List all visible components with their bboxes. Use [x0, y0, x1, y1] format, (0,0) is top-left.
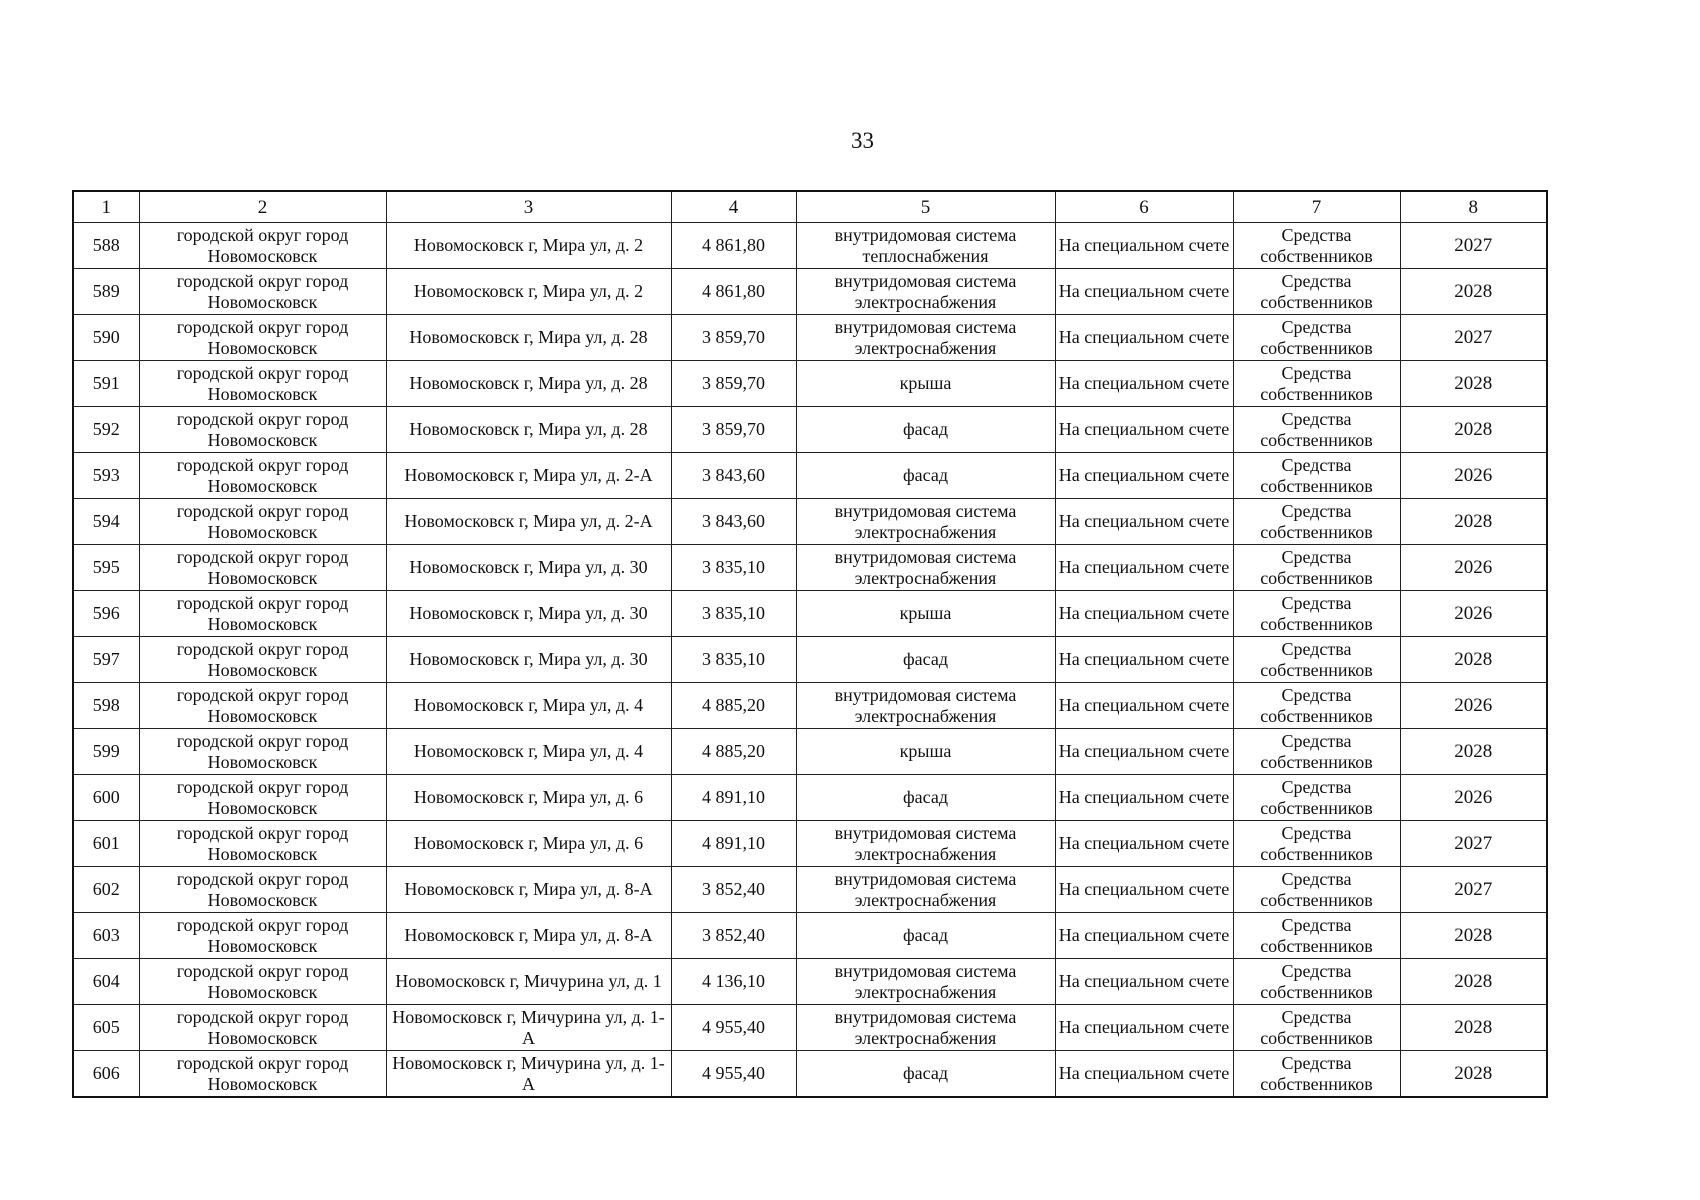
table-row [73, 867, 1547, 913]
cell-year: 2028 [1400, 1051, 1547, 1098]
header-row [73, 191, 1547, 223]
table-row [73, 637, 1547, 683]
cell-fund-method: На специальном счете [1055, 913, 1233, 959]
column-header-1: 1 [73, 191, 139, 223]
cell-funding-source: Средства собственников [1233, 683, 1400, 729]
column-header-3: 3 [386, 191, 671, 223]
cell-municipality: городской округ город Новомосковск [139, 269, 386, 315]
cell-row-number: 593 [73, 453, 139, 499]
cell-work-type: внутридомовая система теплоснабжения [796, 223, 1055, 269]
cell-municipality: городской округ город Новомосковск [139, 545, 386, 591]
cell-year: 2028 [1400, 269, 1547, 315]
cell-year: 2026 [1400, 545, 1547, 591]
cell-municipality: городской округ город Новомосковск [139, 637, 386, 683]
cell-fund-method: На специальном счете [1055, 269, 1233, 315]
table-row [73, 1005, 1547, 1051]
cell-work-type: фасад [796, 913, 1055, 959]
cell-address: Новомосковск г, Мира ул, д. 2-А [386, 453, 671, 499]
cell-funding-source: Средства собственников [1233, 269, 1400, 315]
cell-address: Новомосковск г, Мичурина ул, д. 1-А [386, 1051, 671, 1098]
cell-row-number: 604 [73, 959, 139, 1005]
cell-year: 2027 [1400, 821, 1547, 867]
cell-funding-source: Средства собственников [1233, 1005, 1400, 1051]
cell-year: 2027 [1400, 315, 1547, 361]
table-row [73, 407, 1547, 453]
table-row [73, 361, 1547, 407]
cell-area: 4 885,20 [671, 683, 796, 729]
cell-work-type: фасад [796, 453, 1055, 499]
cell-municipality: городской округ город Новомосковск [139, 913, 386, 959]
cell-funding-source: Средства собственников [1233, 453, 1400, 499]
cell-funding-source: Средства собственников [1233, 1051, 1400, 1098]
cell-fund-method: На специальном счете [1055, 1051, 1233, 1098]
table-row [73, 1051, 1547, 1098]
cell-funding-source: Средства собственников [1233, 223, 1400, 269]
cell-funding-source: Средства собственников [1233, 913, 1400, 959]
cell-row-number: 589 [73, 269, 139, 315]
table-row [73, 959, 1547, 1005]
cell-address: Новомосковск г, Мира ул, д. 2 [386, 269, 671, 315]
cell-area: 3 843,60 [671, 499, 796, 545]
cell-work-type: внутридомовая система электроснабжения [796, 1005, 1055, 1051]
cell-row-number: 592 [73, 407, 139, 453]
cell-fund-method: На специальном счете [1055, 1005, 1233, 1051]
cell-fund-method: На специальном счете [1055, 499, 1233, 545]
cell-fund-method: На специальном счете [1055, 361, 1233, 407]
cell-year: 2028 [1400, 637, 1547, 683]
cell-row-number: 606 [73, 1051, 139, 1098]
cell-fund-method: На специальном счете [1055, 821, 1233, 867]
cell-work-type: внутридомовая система электроснабжения [796, 315, 1055, 361]
cell-row-number: 602 [73, 867, 139, 913]
cell-fund-method: На специальном счете [1055, 453, 1233, 499]
cell-area: 4 955,40 [671, 1005, 796, 1051]
cell-area: 3 852,40 [671, 867, 796, 913]
cell-address: Новомосковск г, Мира ул, д. 30 [386, 545, 671, 591]
column-header-4: 4 [671, 191, 796, 223]
table-row [73, 269, 1547, 315]
cell-address: Новомосковск г, Мира ул, д. 8-А [386, 867, 671, 913]
cell-row-number: 603 [73, 913, 139, 959]
cell-row-number: 594 [73, 499, 139, 545]
cell-fund-method: На специальном счете [1055, 315, 1233, 361]
table-row [73, 223, 1547, 269]
table-row [73, 683, 1547, 729]
cell-year: 2028 [1400, 361, 1547, 407]
cell-area: 4 955,40 [671, 1051, 796, 1098]
column-header-2: 2 [139, 191, 386, 223]
cell-address: Новомосковск г, Мира ул, д. 2-А [386, 499, 671, 545]
table-row [73, 729, 1547, 775]
column-header-5: 5 [796, 191, 1055, 223]
cell-municipality: городской округ город Новомосковск [139, 775, 386, 821]
cell-row-number: 595 [73, 545, 139, 591]
table-body [73, 223, 1547, 1098]
cell-funding-source: Средства собственников [1233, 545, 1400, 591]
cell-area: 3 852,40 [671, 913, 796, 959]
cell-area: 4 136,10 [671, 959, 796, 1005]
cell-fund-method: На специальном счете [1055, 867, 1233, 913]
table-row [73, 913, 1547, 959]
cell-area: 4 861,80 [671, 223, 796, 269]
cell-year: 2028 [1400, 959, 1547, 1005]
cell-address: Новомосковск г, Мира ул, д. 28 [386, 407, 671, 453]
cell-year: 2026 [1400, 683, 1547, 729]
cell-municipality: городской округ город Новомосковск [139, 453, 386, 499]
cell-address: Новомосковск г, Мира ул, д. 30 [386, 591, 671, 637]
table-row [73, 499, 1547, 545]
table-row [73, 775, 1547, 821]
cell-municipality: городской округ город Новомосковск [139, 223, 386, 269]
cell-area: 3 835,10 [671, 637, 796, 683]
cell-fund-method: На специальном счете [1055, 407, 1233, 453]
page-number: 33 [851, 128, 874, 153]
cell-address: Новомосковск г, Мира ул, д. 4 [386, 683, 671, 729]
cell-row-number: 601 [73, 821, 139, 867]
cell-municipality: городской округ город Новомосковск [139, 361, 386, 407]
cell-area: 3 835,10 [671, 591, 796, 637]
cell-row-number: 588 [73, 223, 139, 269]
cell-work-type: внутридомовая система электроснабжения [796, 959, 1055, 1005]
cell-work-type: фасад [796, 637, 1055, 683]
cell-year: 2027 [1400, 223, 1547, 269]
cell-work-type: фасад [796, 775, 1055, 821]
cell-row-number: 598 [73, 683, 139, 729]
cell-funding-source: Средства собственников [1233, 867, 1400, 913]
cell-address: Новомосковск г, Мира ул, д. 28 [386, 315, 671, 361]
cell-municipality: городской округ город Новомосковск [139, 959, 386, 1005]
cell-municipality: городской округ город Новомосковск [139, 315, 386, 361]
cell-area: 4 861,80 [671, 269, 796, 315]
cell-work-type: крыша [796, 361, 1055, 407]
table-row [73, 821, 1547, 867]
cell-funding-source: Средства собственников [1233, 361, 1400, 407]
cell-area: 4 885,20 [671, 729, 796, 775]
table-header [73, 191, 1547, 223]
cell-row-number: 597 [73, 637, 139, 683]
cell-work-type: крыша [796, 591, 1055, 637]
cell-address: Новомосковск г, Мира ул, д. 2 [386, 223, 671, 269]
cell-address: Новомосковск г, Мичурина ул, д. 1 [386, 959, 671, 1005]
cell-funding-source: Средства собственников [1233, 775, 1400, 821]
cell-municipality: городской округ город Новомосковск [139, 407, 386, 453]
column-header-8: 8 [1400, 191, 1547, 223]
cell-municipality: городской округ город Новомосковск [139, 729, 386, 775]
cell-municipality: городской округ город Новомосковск [139, 1005, 386, 1051]
cell-area: 3 859,70 [671, 315, 796, 361]
cell-municipality: городской округ город Новомосковск [139, 591, 386, 637]
cell-year: 2026 [1400, 591, 1547, 637]
cell-work-type: внутридомовая система электроснабжения [796, 867, 1055, 913]
cell-year: 2026 [1400, 775, 1547, 821]
cell-work-type: крыша [796, 729, 1055, 775]
cell-area: 3 843,60 [671, 453, 796, 499]
cell-row-number: 605 [73, 1005, 139, 1051]
cell-area: 4 891,10 [671, 775, 796, 821]
cell-fund-method: На специальном счете [1055, 729, 1233, 775]
cell-municipality: городской округ город Новомосковск [139, 499, 386, 545]
cell-row-number: 600 [73, 775, 139, 821]
cell-area: 3 859,70 [671, 361, 796, 407]
cell-address: Новомосковск г, Мира ул, д. 4 [386, 729, 671, 775]
cell-fund-method: На специальном счете [1055, 959, 1233, 1005]
cell-municipality: городской округ город Новомосковск [139, 867, 386, 913]
cell-funding-source: Средства собственников [1233, 729, 1400, 775]
cell-address: Новомосковск г, Мира ул, д. 6 [386, 821, 671, 867]
cell-address: Новомосковск г, Мира ул, д. 30 [386, 637, 671, 683]
cell-row-number: 596 [73, 591, 139, 637]
cell-area: 3 835,10 [671, 545, 796, 591]
cell-row-number: 591 [73, 361, 139, 407]
cell-funding-source: Средства собственников [1233, 637, 1400, 683]
cell-work-type: внутридомовая система электроснабжения [796, 821, 1055, 867]
cell-address: Новомосковск г, Мира ул, д. 28 [386, 361, 671, 407]
cell-year: 2028 [1400, 729, 1547, 775]
cell-row-number: 599 [73, 729, 139, 775]
cell-work-type: внутридомовая система электроснабжения [796, 499, 1055, 545]
cell-municipality: городской округ город Новомосковск [139, 683, 386, 729]
cell-funding-source: Средства собственников [1233, 315, 1400, 361]
table-row [73, 453, 1547, 499]
cell-work-type: фасад [796, 1051, 1055, 1098]
cell-year: 2028 [1400, 913, 1547, 959]
cell-fund-method: На специальном счете [1055, 223, 1233, 269]
cell-year: 2028 [1400, 407, 1547, 453]
cell-year: 2028 [1400, 1005, 1547, 1051]
cell-fund-method: На специальном счете [1055, 683, 1233, 729]
cell-year: 2027 [1400, 867, 1547, 913]
cell-work-type: внутридомовая система электроснабжения [796, 683, 1055, 729]
cell-fund-method: На специальном счете [1055, 775, 1233, 821]
cell-work-type: внутридомовая система электроснабжения [796, 269, 1055, 315]
cell-area: 4 891,10 [671, 821, 796, 867]
cell-row-number: 590 [73, 315, 139, 361]
cell-work-type: внутридомовая система электроснабжения [796, 545, 1055, 591]
table-row [73, 591, 1547, 637]
cell-funding-source: Средства собственников [1233, 591, 1400, 637]
table-row [73, 315, 1547, 361]
cell-fund-method: На специальном счете [1055, 545, 1233, 591]
cell-area: 3 859,70 [671, 407, 796, 453]
cell-funding-source: Средства собственников [1233, 821, 1400, 867]
cell-address: Новомосковск г, Мичурина ул, д. 1-А [386, 1005, 671, 1051]
cell-work-type: фасад [796, 407, 1055, 453]
cell-year: 2026 [1400, 453, 1547, 499]
cell-year: 2028 [1400, 499, 1547, 545]
cell-address: Новомосковск г, Мира ул, д. 8-А [386, 913, 671, 959]
cell-fund-method: На специальном счете [1055, 591, 1233, 637]
cell-funding-source: Средства собственников [1233, 959, 1400, 1005]
capital-repair-table [72, 190, 1548, 1098]
cell-fund-method: На специальном счете [1055, 637, 1233, 683]
cell-municipality: городской округ город Новомосковск [139, 821, 386, 867]
cell-municipality: городской округ город Новомосковск [139, 1051, 386, 1098]
cell-funding-source: Средства собственников [1233, 407, 1400, 453]
column-header-6: 6 [1055, 191, 1233, 223]
table-row [73, 545, 1547, 591]
cell-funding-source: Средства собственников [1233, 499, 1400, 545]
column-header-7: 7 [1233, 191, 1400, 223]
cell-address: Новомосковск г, Мира ул, д. 6 [386, 775, 671, 821]
